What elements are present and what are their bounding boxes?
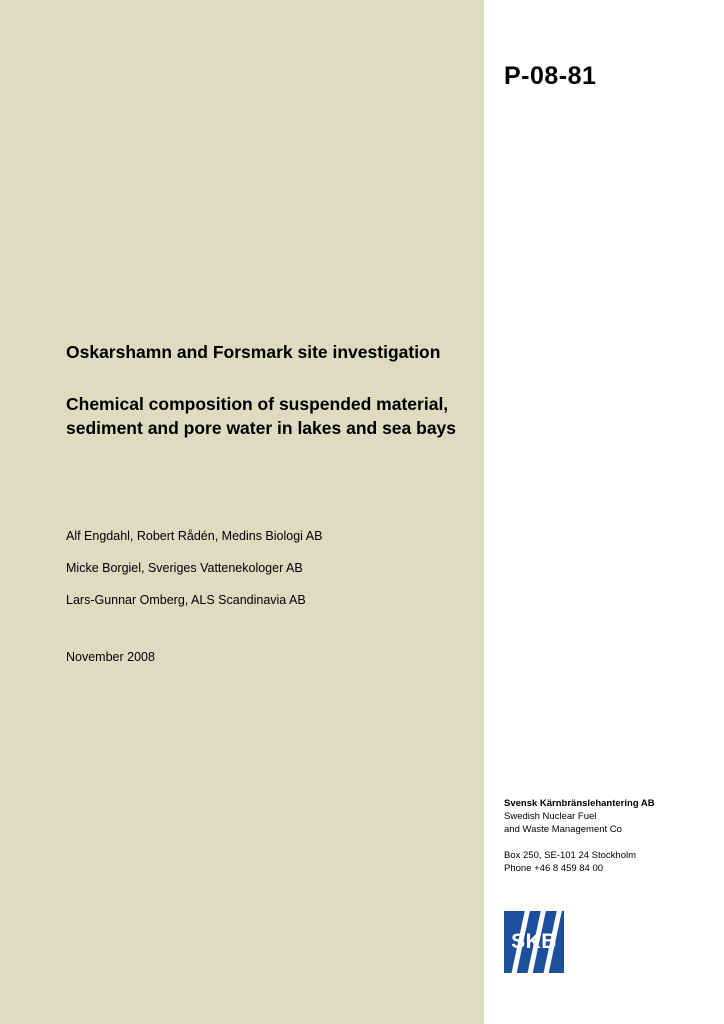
skb-logo-icon: [504, 911, 564, 973]
page-title: Chemical composition of suspended material, sediment and pore water in lakes and sea bays: [66, 394, 457, 438]
site-investigation-title: Oskarshamn and Forsmark site investigation: [66, 342, 441, 362]
report-number: P-08-81: [504, 62, 597, 90]
author-list: [66, 528, 476, 624]
publisher-phone: Phone +46 8 459 84 00: [504, 863, 604, 874]
author-line: Micke Borgiel, Sveriges Vattenekologer AB: [66, 561, 303, 575]
publisher-subtitle-line-1: Swedish Nuclear Fuel: [504, 811, 597, 822]
publisher-subtitle-line-2: and Waste Management Co: [504, 824, 622, 835]
publisher-address: Box 250, SE-101 24 Stockholm: [504, 850, 637, 861]
title-block: [66, 341, 466, 440]
author-line: Lars-Gunnar Omberg, ALS Scandinavia AB: [66, 593, 306, 607]
publication-date: November 2008: [66, 650, 155, 664]
publisher-block: [504, 797, 714, 875]
author-line: Alf Engdahl, Robert Rådén, Medins Biologi AB: [66, 529, 323, 543]
publisher-contact: [504, 849, 714, 875]
publisher-name: Svensk Kärnbränslehantering AB: [504, 798, 655, 809]
logo-text: SKB: [511, 930, 557, 953]
